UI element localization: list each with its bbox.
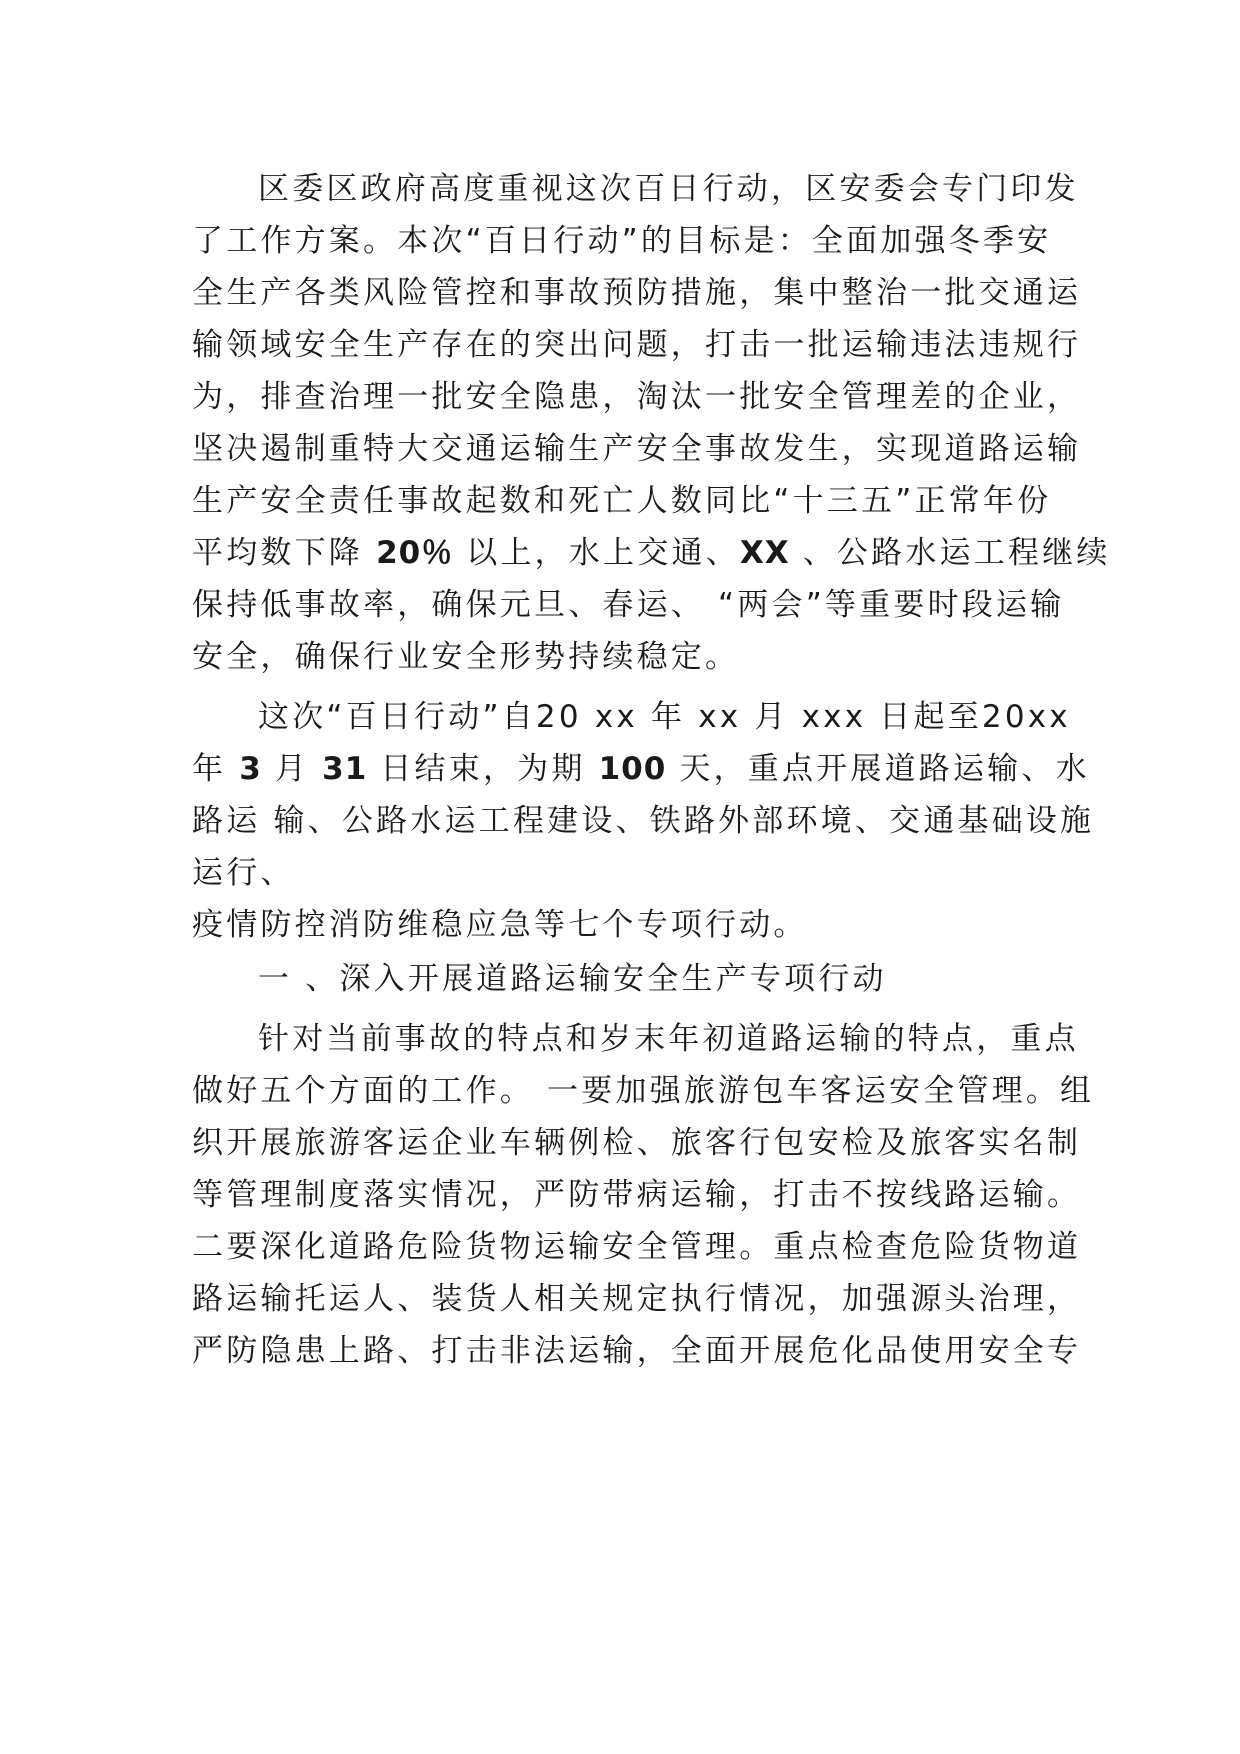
p2-line-2-g: 天，重点开展道路运输、水 — [666, 751, 1090, 787]
month-value: 3 — [239, 751, 262, 787]
p2-line-4: 运行、 — [192, 855, 295, 891]
p1-line-1: 区委区政府高度重视这次百日行动，区安委会专门印发 — [258, 171, 1079, 207]
p3-line-3: 织开展旅游客运企业车辆例检、旅客行包安检及旅客实名制 — [192, 1125, 1082, 1161]
p2-line-5: 疫情防控消防维稳应急等七个专项行动。 — [192, 907, 808, 943]
placeholder-xx: XX — [739, 535, 790, 571]
p3-line-5: 二要深化道路危险货物运输安全管理。重点检查危险货物道 — [192, 1229, 1082, 1265]
p1-line-10: 安全，确保行业安全形势持续稳定。 — [192, 639, 740, 675]
p1-line-9: 保持低事故率，确保元旦、春运、 “两会”等重要时段运输 — [192, 587, 1065, 623]
section-heading: 一 、深入开展道路运输安全生产专项行动 — [258, 961, 887, 997]
p1-line-8-c: 以上，水上交通、 — [453, 535, 740, 571]
p1-line-3: 全生产各类风险管控和事故预防措施，集中整治一批交通运 — [192, 275, 1082, 311]
p1-line-2: 了工作方案。本次“百日行动”的目标是：全面加强冬季安 — [192, 223, 1052, 259]
p3-line-7: 严防隐患上路、打击非法运输，全面开展危化品使用安全专 — [192, 1333, 1082, 1369]
p3-line-6: 路运输托运人、装货人相关规定执行情况，加强源头治理， — [192, 1281, 1082, 1317]
p2-line-1: 这次“百日行动”自20 xx 年 xx 月 xxx 日起至20xx — [258, 699, 1071, 735]
day-value: 31 — [322, 751, 368, 787]
p1-line-5: 为，排查治理一批安全隐患，淘汰一批安全管理差的企业， — [192, 379, 1082, 415]
p1-line-6: 坚决遏制重特大交通运输生产安全事故发生，实现道路运输 — [192, 431, 1082, 467]
p1-line-7: 生产安全责任事故起数和死亡人数同比“十三五”正常年份 — [192, 483, 1052, 519]
p2-line-2-a: 年 — [192, 751, 240, 787]
p1-line-8-e: 、公路水运工程继续 — [789, 535, 1111, 571]
p2-line-2-e: 日结束，为期 — [367, 751, 599, 787]
percent-value: 20％ — [376, 535, 454, 571]
p3-line-1: 针对当前事故的特点和岁末年初道路运输的特点，重点 — [258, 1021, 1079, 1057]
p3-line-4: 等管理制度落实情况，严防带病运输，打击不按线路运输。 — [192, 1177, 1082, 1213]
p1-line-8-a: 平均数下降 — [192, 535, 377, 571]
p3-line-2: 做好五个方面的工作。 一要加强旅游包车客运安全管理。组 — [192, 1073, 1095, 1109]
p2-line-3: 路运 输、公路水运工程建设、铁路外部环境、交通基础设施 — [192, 803, 1095, 839]
p1-line-8 — [192, 524, 1111, 582]
duration-value: 100 — [598, 751, 667, 787]
p2-line-2-c: 月 — [261, 751, 323, 787]
p1-line-4: 输领域安全生产存在的突出问题，打击一批运输违法违规行 — [192, 327, 1082, 363]
p2-line-2 — [192, 740, 1090, 798]
